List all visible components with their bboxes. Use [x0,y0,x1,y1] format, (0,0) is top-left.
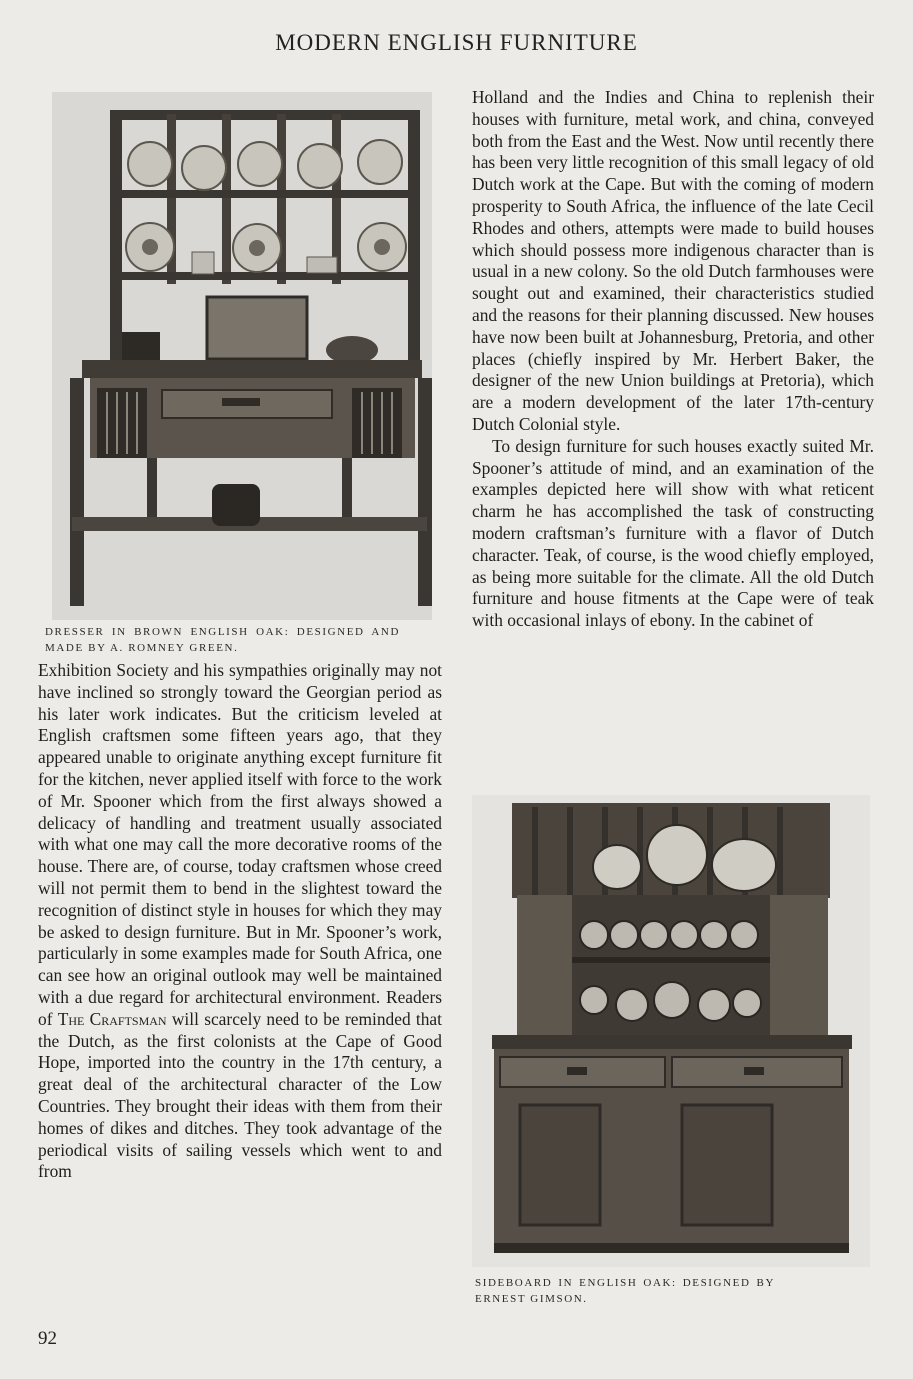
magazine-name: The Craftsman [57,1008,167,1029]
left-text-1: Exhibition Society and his sympathies originally may not have inclined so strongly toward the Georgian period as his later work indicates. But the criticism leveled at English craftsmen some fifteen years ago, that they appeared unable to originate anything except furniture fit for the kitchen, never applied itself with force to the work of Mr. Spooner which from the first always showed a delicacy of handling and treatment usually associated with what one may call the more decorative rooms of the house. There are, of course, today craftsmen whose creed will not permit them to bend in the slightest toward the recognition of distinct style in houses for which they may be asked to design furniture. But in Mr. Spooner’s work, particularly in some examples made for South Africa, one can see how an original outlook may well be maintained with a due regard for architectural environment. Readers of [38,660,442,1029]
dresser-photo [52,92,432,620]
page-title: MODERN ENGLISH FURNITURE [275,30,638,55]
left-paragraph [38,660,442,1183]
right-paragraph-1: Holland and the Indies and China to replenish their houses with furniture, metal work, and china, conveyed both from the East and the West. Now until recently there has been very little recognition of this small legacy of old Dutch work at the Cape. But with the coming of modern prosperity to South Africa, the influence of the late Cecil Rhodes and others, attempts were made to build houses which should possess more indigenous character than is usual in a new colony. So the old Dutch farmhouses were sought out and examined, their characteristics studied and the reasons for their planning discussed. New houses have now been built at Johannesburg, Pretoria, and other places (chiefly inspired by Mr. Herbert Baker, the designer of the new Union buildings at Pretoria), which are a modern development of the later 17th-century Dutch Colonial style. [472,87,874,434]
right-paragraph-2: To design furniture for such houses exactly suited Mr. Spooner’s attitude of mind, and an examination of the examples depicted here will show with what reticent charm he has accomplished the task of constructing modern craftsman’s furniture with a flavor of Dutch character. Teak, of course, is the wood chiefly employed, as being more suitable for the climate. All the old Dutch furniture and house fitments at the Cape were of teak with occasional inlays of ebony. In the cabinet of [472,435,874,631]
right-column [472,87,874,632]
dresser-illustration [52,92,432,620]
sideboard-illustration [472,795,870,1267]
page-number: 92 [38,1328,57,1349]
sideboard-caption: SIDEBOARD IN ENGLISH OAK: DESIGNED BY ERNEST GIMSON. [475,1277,775,1305]
left-text-2: will scarcely need to be reminded that the Dutch, as the first colonists at the Cape of Good Hope, imported into the country in the 17th century, a great deal of the architectural character of the Low Countries. They brought their ideas with them from their homes of dikes and ditches. They took advantage of the periodical visits of sailing vessels which went to and from [38,1008,442,1182]
dresser-caption: DRESSER IN BROWN ENGLISH OAK: DESIGNED AND MADE BY A. ROMNEY GREEN. [45,626,400,654]
left-column [38,660,442,1183]
sideboard-photo [472,795,870,1267]
